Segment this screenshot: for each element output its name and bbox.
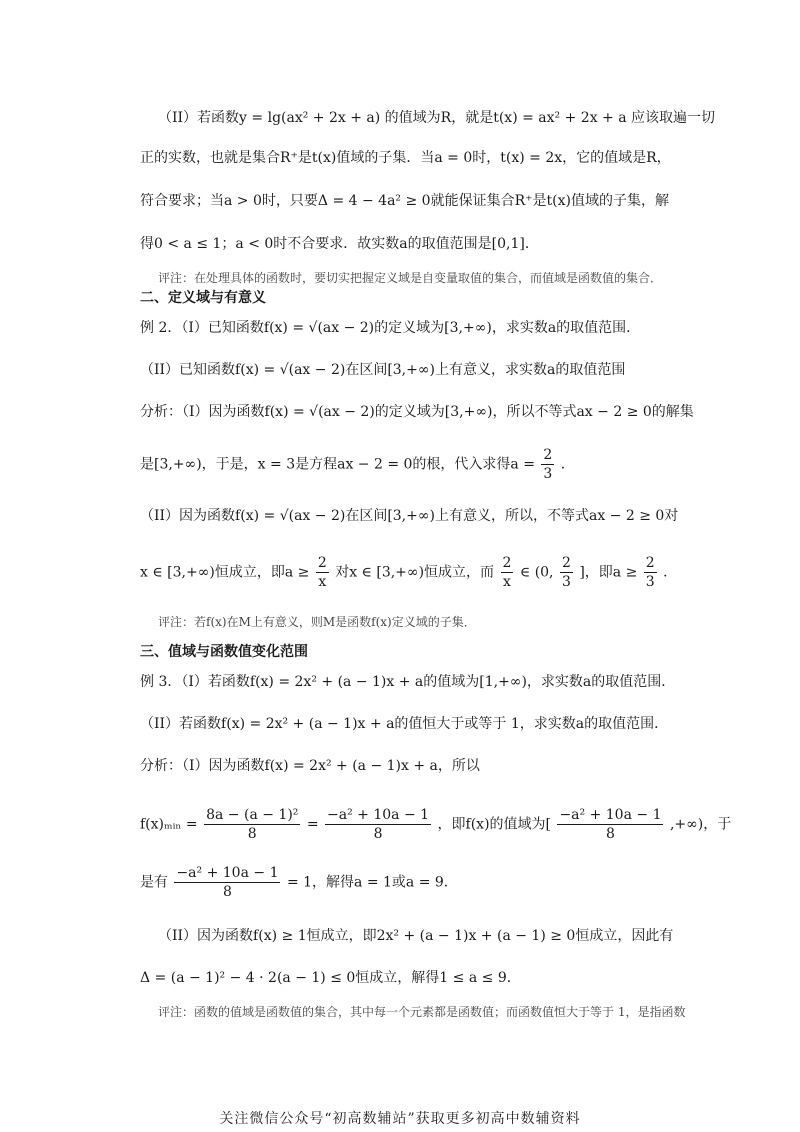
numerator: 2 <box>502 555 512 571</box>
fraction <box>501 554 514 591</box>
fraction <box>174 864 280 901</box>
example-3-part-1: 例 3．（I）若函数f(x) = 2x² + (a − 1)x + a的值域为[1,+∞)，求实数a的取值范围． <box>140 674 676 690</box>
text-run: = <box>306 816 319 833</box>
paragraph-line: （II）若函数y = lg(ax² + 2x + a) 的值域为R，就是t(x) = ax² + 2x + a 应该取遍一切 <box>158 110 716 126</box>
analysis-line: 分析：（I）因为函数f(x) = √(ax − 2)的定义域为[3,+∞)，所以不等式ax − 2 ≥ 0的解集 <box>140 404 694 420</box>
example-2-part-1: 例 2．（I）已知函数f(x) = √(ax − 2)的定义域为[3,+∞)，求实数a的取值范围． <box>140 320 641 336</box>
paragraph-line: 正的实数，也就是集合R⁺是t(x)值域的子集．当a = 0时，t(x) = 2x，它的值域是R， <box>140 150 671 166</box>
text-run: ]，即a ≥ <box>579 564 638 581</box>
page-footer: 关注微信公众号“初高数辅站”获取更多初高中数辅资料 <box>219 1111 581 1127</box>
numerator: 2 <box>561 555 571 571</box>
text-run: ,+∞)，于 <box>669 816 732 833</box>
analysis-line: （II）因为函数f(x) ≥ 1恒成立，即2x² + (a − 1)x + (a − 1) ≥ 0恒成立，因此有 <box>158 928 674 944</box>
fraction <box>557 806 663 843</box>
fraction <box>541 446 554 483</box>
comment-note: 评注：函数的值域是函数值的集合，其中每一个元素都是函数值；而函数值恒大于等于 1，是指函数 <box>158 1005 686 1019</box>
text-run: x ∈ [3,+∞)恒成立，即a ≥ <box>140 564 310 581</box>
analysis-line-with-fraction <box>140 446 700 483</box>
denominator: 3 <box>543 466 553 482</box>
numerator: −a² + 10a − 1 <box>176 865 279 881</box>
paragraph-line: 符合要求；当a > 0时，只要Δ = 4 − 4a² ≥ 0就能保证集合R⁺是t(x)值域的子集，解 <box>140 193 669 209</box>
numerator: 2 <box>317 555 327 571</box>
section-heading-2: 二、定义域与有意义 <box>140 290 266 306</box>
text-run: ． <box>560 456 575 473</box>
text-run: 是[3,+∞)，于是，x = 3是方程ax − 2 = 0的根，代入求得a = <box>140 456 535 473</box>
comment-note: 评注：在处理具体的函数时，要切实把握定义域是自变量取值的集合，而值域是函数值的集合． <box>158 271 663 285</box>
example-3-part-2: （II）若函数f(x) = 2x² + (a − 1)x + a的值恒大于或等于 1，求实数a的取值范围． <box>140 716 669 732</box>
numerator: −a² + 10a − 1 <box>327 807 430 823</box>
paragraph-line: 得0 < a ≤ 1；a < 0时不合要求．故实数a的取值范围是[0,1]． <box>140 236 539 252</box>
comment-note: 评注：若f(x)在M上有意义，则M是函数f(x)定义域的子集． <box>158 615 476 629</box>
text-run: 是有 <box>140 874 168 891</box>
fraction <box>560 554 573 591</box>
example-2-part-2: （II）已知函数f(x) = √(ax − 2)在区间[3,+∞)上有意义，求实数a的取值范围 <box>140 362 626 378</box>
fraction <box>316 554 329 591</box>
text-run: f(x)ₘᵢₙ = <box>140 816 198 833</box>
fraction <box>325 806 431 843</box>
denominator: 3 <box>645 574 655 590</box>
analysis-line: 分析：（I）因为函数f(x) = 2x² + (a − 1)x + a，所以 <box>140 758 480 774</box>
analysis-line-with-fractions <box>140 806 732 843</box>
text-run: = 1，解得a = 1或a = 9． <box>286 874 458 891</box>
section-heading-3: 三、值域与函数值变化范围 <box>140 644 308 660</box>
denominator: x <box>318 574 327 590</box>
text-run: ∈ (0, <box>519 564 554 581</box>
text-run: ，即f(x)的值域为[ <box>437 816 551 833</box>
denominator: 8 <box>606 826 615 842</box>
fraction <box>644 554 657 591</box>
analysis-line: （II）因为函数f(x) = √(ax − 2)在区间[3,+∞)上有意义，所以，不等式ax − 2 ≥ 0对 <box>140 508 679 524</box>
numerator: 8a − (a − 1)² <box>206 807 299 823</box>
text-run: 对x ∈ [3,+∞)恒成立，而 <box>335 564 495 581</box>
fraction <box>204 806 300 843</box>
analysis-line-with-fractions <box>140 554 700 591</box>
numerator: −a² + 10a − 1 <box>559 807 662 823</box>
analysis-line-with-fraction <box>140 864 700 901</box>
denominator: 8 <box>223 884 232 900</box>
denominator: x <box>503 574 511 590</box>
analysis-line: Δ = (a − 1)² − 4 · 2(a − 1) ≤ 0恒成立，解得1 ≤ a ≤ 9． <box>140 970 521 986</box>
denominator: 3 <box>561 574 571 590</box>
denominator: 8 <box>247 826 257 842</box>
numerator: 2 <box>645 555 655 571</box>
numerator: 2 <box>543 447 553 463</box>
denominator: 8 <box>373 826 383 842</box>
text-run: ． <box>663 564 678 581</box>
